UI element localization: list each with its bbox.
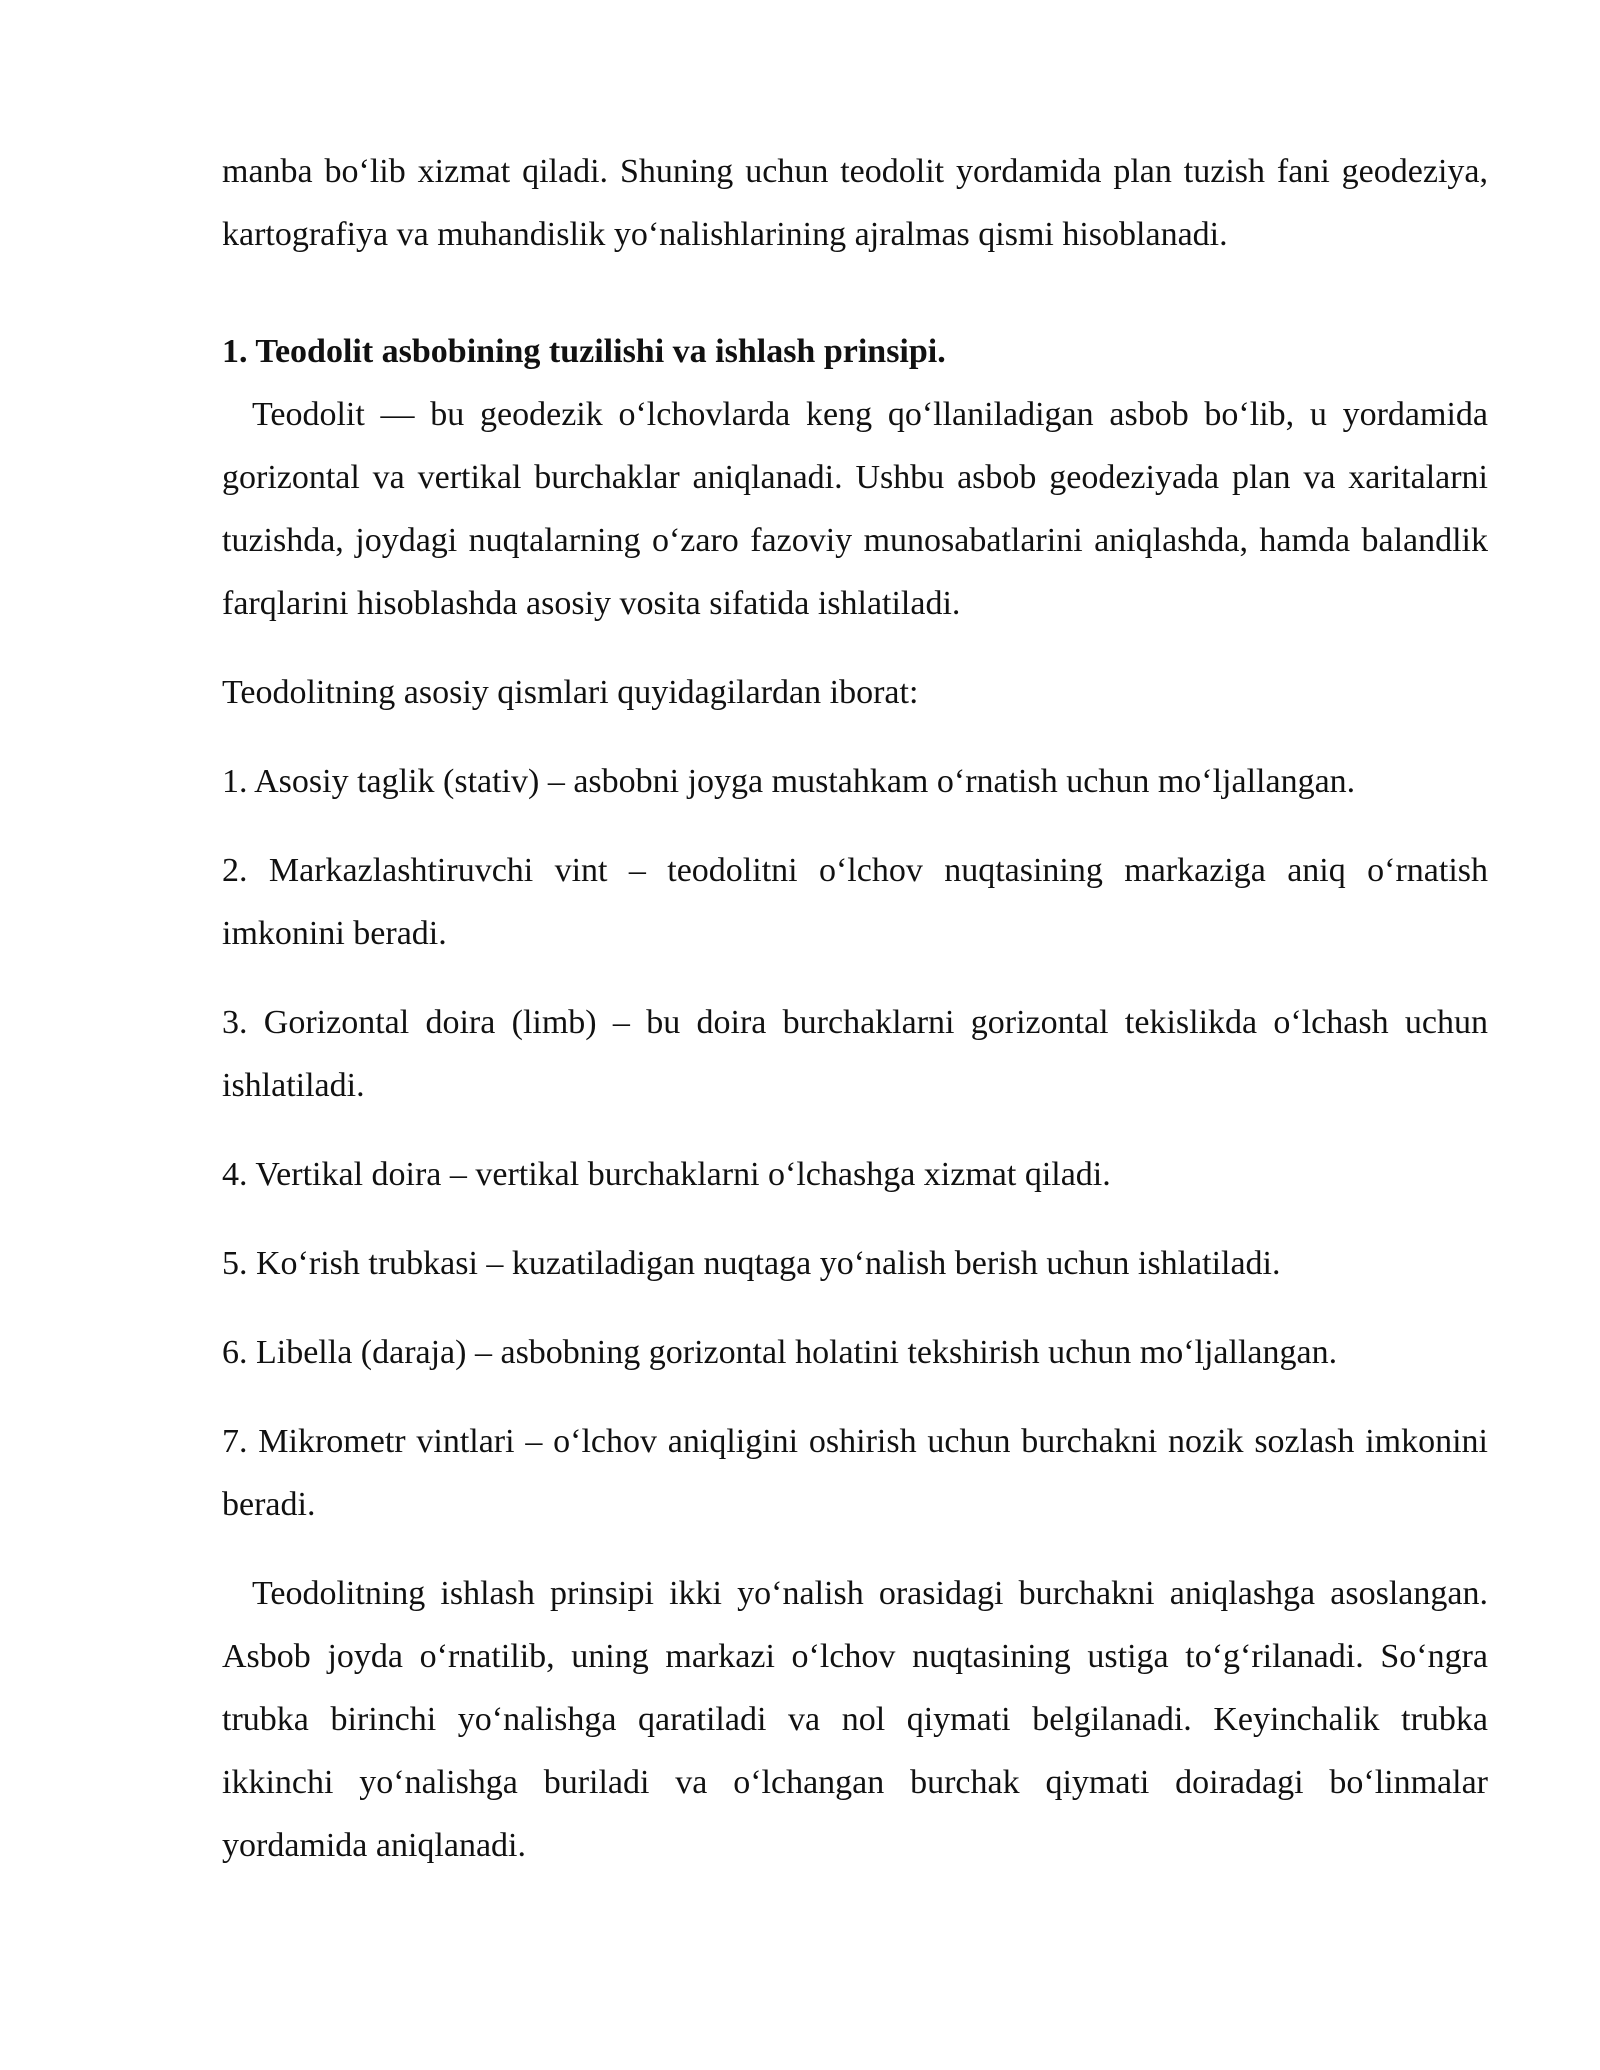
definition-paragraph: Teodolit — bu geodezik o‘lchovlarda keng qo‘llaniladigan asbob bo‘lib, u yordamida gorizontal va vertikal burchaklar aniqlanadi. Ushbu asbob geodeziyada plan va xaritalarni tuzishda, joydagi nuqtalarning o‘zaro fazoviy munosabatlarini aniqlashda, hamda balandlik farqlarini hisoblashda asosiy vosita sifatida ishlatiladi. xyxy=(222,396,1488,622)
list-item: 1. Asosiy taglik (stativ) – asbobni joyga mustahkam o‘rnatish uchun mo‘ljallangan. xyxy=(222,763,1356,800)
section-heading: 1. Teodolit asbobining tuzilishi va ishlash prinsipi. xyxy=(222,333,946,370)
list-item: 3. Gorizontal doira (limb) – bu doira burchaklarni gorizontal tekislikda o‘lchash uchun ishlatiladi. xyxy=(222,1004,1488,1104)
intro-paragraph: manba bo‘lib xizmat qiladi. Shuning uchun teodolit yordamida plan tuzish fani geodeziya, kartografiya va muhandislik yo‘nalishlarining ajralmas qismi hisoblanadi. xyxy=(222,153,1488,253)
parts-list xyxy=(222,750,1488,1536)
parts-intro: Teodolitning asosiy qismlari quyidagilardan iborat: xyxy=(222,674,919,711)
list-item: 7. Mikrometr vintlari – o‘lchov aniqligini oshirish uchun burchakni nozik sozlash imkonini beradi. xyxy=(222,1423,1488,1523)
list-item: 6. Libella (daraja) – asbobning gorizontal holatini tekshirish uchun mo‘ljallangan. xyxy=(222,1334,1338,1371)
list-item: 2. Markazlashtiruvchi vint – teodolitni o‘lchov nuqtasining markaziga aniq o‘rnatish imkonini beradi. xyxy=(222,852,1488,952)
document-page xyxy=(222,140,1488,1877)
list-item: 5. Ko‘rish trubkasi – kuzatiladigan nuqtaga yo‘nalish berish uchun ishlatiladi. xyxy=(222,1245,1281,1282)
principle-paragraph: Teodolitning ishlash prinsipi ikki yo‘nalish orasidagi burchakni aniqlashga asoslangan. Asbob joyda o‘rnatilib, uning markazi o‘lchov nuqtasining ustiga to‘g‘rilanadi. So‘ngra trubka birinchi yo‘nalishga qaratiladi va nol qiymati belgilanadi. Keyinchalik trubka ikkinchi yo‘nalishga buriladi va o‘lchangan burchak qiymati doiradagi bo‘linmalar yordamida aniqlanadi. xyxy=(222,1575,1488,1864)
list-item: 4. Vertikal doira – vertikal burchaklarni o‘lchashga xizmat qiladi. xyxy=(222,1156,1111,1193)
